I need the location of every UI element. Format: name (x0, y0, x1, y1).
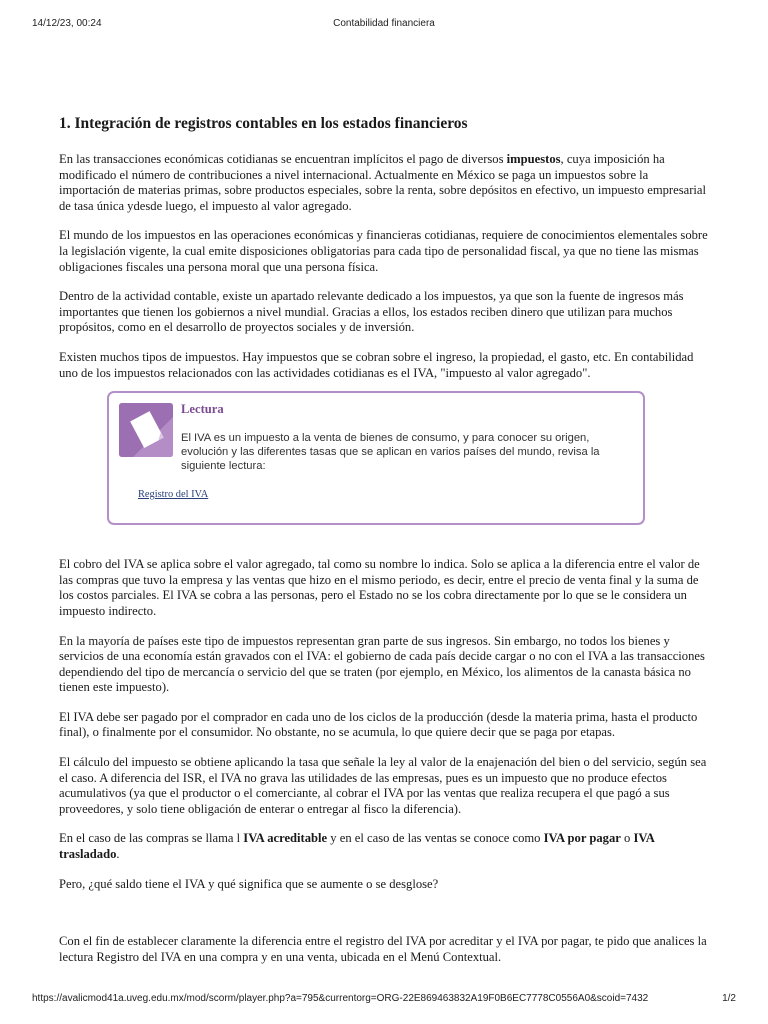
paragraph-4: Existen muchos tipos de impuestos. Hay impuestos que se cobran sobre el ingreso, la propiedad, el gasto, etc. En contabilidad uno de los impuestos relacionados con las actividades cotidianas es el IVA, "impuesto al valor agregado". (59, 349, 694, 380)
paragraph-3: Dentro de la actividad contable, existe un apartado relevante dedicado a los impuestos, ya que son la fuente de ingresos más importantes que tienen los gobiernos a nivel mundial. Gracias a ellos, los estados reciben dinero que utilizan para muchos propósitos, como en el desarrollo de proyectos sociales y de inversión. (59, 289, 684, 335)
page-number: 1/2 (722, 993, 736, 1004)
document-icon (119, 403, 173, 457)
print-url: https://avalicmod41a.uveg.edu.mx/mod/scorm/player.php?a=795&currentorg=ORG-22E869463832A19F0B6EC7778C0556A0&scoid=7432 (32, 993, 649, 1004)
lectura-box (107, 391, 645, 525)
paragraph-9: En el caso de las compras se llama l IVA acreditable y en el caso de las ventas se conoce como IVA por pagar o IVA trasladado. (59, 831, 655, 862)
print-footer (32, 993, 736, 1007)
lectura-text: El IVA es un impuesto a la venta de bienes de consumo, y para conocer su origen, evolución y las diferentes tasas que se aplican en varios países del mundo, revisa la siguiente lectura: (181, 432, 600, 473)
paragraph-6: En la mayoría de países este tipo de impuestos representan gran parte de sus ingresos. Sin embargo, no todos los bienes y servicios de una economía están gravados con el IVA: el gobierno de cada país decide cargar o no con el IVA a las transacciones dependiendo del tipo de mercancía o servicio del que se traten (por ejemplo, en México, los alimentos de la canasta básica no tienen este impuesto). (59, 633, 705, 695)
paragraph-8: El cálculo del impuesto se obtiene aplicando la tasa que señale la ley al valor de la enajenación del bien o del servicio, según sea el caso. A diferencia del ISR, el IVA no grava las utilidades de las empresas, pues es un impuesto que no produce efectos acumulativos (ya que el productor o el comerciante, al cobrar el IVA por las ventas que realiza recupera el que pagó a sus proveedores, y solo tiene obligación de enterar o entregar al fisco la diferencia). (59, 755, 707, 816)
registro-iva-link[interactable]: Registro del IVA (138, 489, 209, 501)
paragraph-10: Pero, ¿qué saldo tiene el IVA y qué significa que se aumente o se desglose? (59, 876, 439, 891)
lectura-title: Lectura (181, 402, 224, 417)
paragraph-1: En las transacciones económicas cotidianas se encuentran implícitos el pago de diversos impuestos, cuya imposición ha modificado el número de contribuciones a nivel internacional. Actualmente en México se paga un impuestos sobre la importación de materias primas, sobre productos especiales, sobre la renta, sobre depósitos en efectivo, un impuesto empresarial de tasa única ydesde luego, el impuesto al valor agregado. (59, 152, 706, 213)
print-title: Contabilidad financiera (333, 18, 435, 29)
paragraph-5: El cobro del IVA se aplica sobre el valor agregado, tal como su nombre lo indica. Solo se aplica a la diferencia entre el valor de las compras que tuvo la empresa y las ventas que hizo en el mismo periodo, es decir, entre el precio de venta final y la suma de los costos parciales. El IVA se cobra a las personas, pero el Estado no se los cobra directamente por lo que se le considera un impuesto indirecto. (59, 557, 700, 618)
print-header (32, 18, 736, 32)
print-date: 14/12/23, 00:24 (32, 18, 102, 29)
paragraph-2: El mundo de los impuestos en las operaciones económicas y financieras cotidianas, requiere de conocimientos elementales sobre la legislación vigente, la cual emite disposiciones obligatorias para cada tipo de personalidad fiscal, ya que no tiene las mismas obligaciones fiscales una persona moral que una persona física. (59, 228, 708, 274)
main-content (59, 114, 709, 979)
paragraph-7: El IVA debe ser pagado por el comprador en cada uno de los ciclos de la producción (desde la materia prima, hasta el producto final), o finalmente por el consumidor. No obstante, no se acumula, lo que quiere decir que se paga por etapas. (59, 709, 698, 740)
section-heading: 1. Integración de registros contables en los estados financieros (59, 115, 468, 132)
paragraph-11: Con el fin de establecer claramente la diferencia entre el registro del IVA por acreditar y el IVA por pagar, te pido que analices la lectura Registro del IVA en una compra y en una venta, ubicada en el Menú Contextual. (59, 934, 707, 964)
